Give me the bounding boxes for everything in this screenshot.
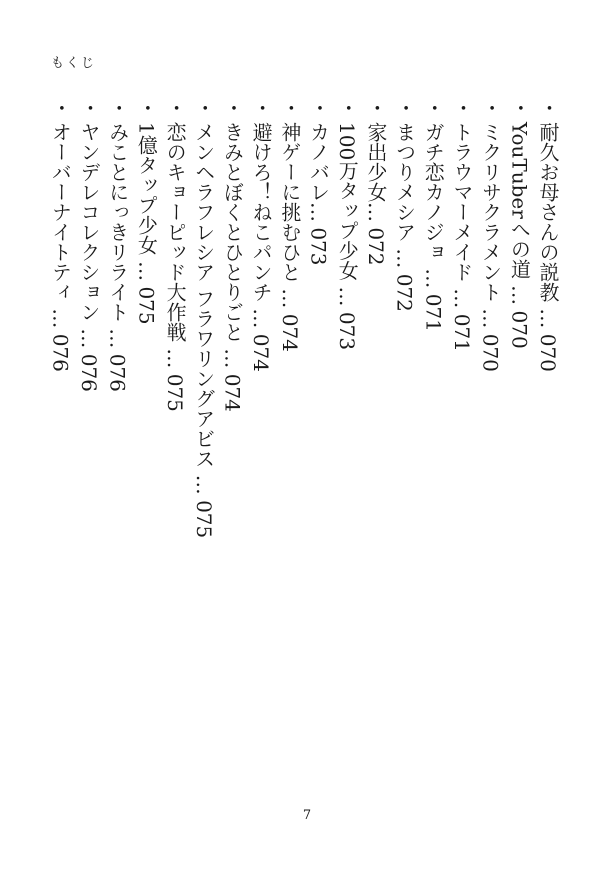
toc-entry-title: カノバレ (306, 122, 331, 202)
toc-leader: … (105, 328, 130, 348)
toc-leader: … (77, 328, 101, 348)
toc-entry-title: トラウマーメイド (449, 122, 474, 282)
toc-entry-page: 073 (335, 311, 360, 351)
toc-entry (74, 98, 103, 598)
toc-entry (476, 98, 505, 598)
page-number: 7 (302, 808, 312, 823)
toc-entry-page: 070 (536, 333, 560, 372)
toc-entry (390, 98, 419, 598)
toc-entry-page: 072 (363, 227, 388, 266)
toc-entry (160, 98, 189, 598)
toc-leader: … (306, 202, 331, 221)
toc-entry (505, 98, 534, 598)
bullet-mark: ・ (105, 98, 130, 118)
toc-entry-title: 神ゲーに挑むひと (277, 122, 302, 282)
toc-entry-page: 073 (306, 227, 331, 266)
toc-entry-page: 075 (191, 500, 216, 539)
toc-entry-title: 100万タップ少女 (335, 122, 360, 281)
bullet-mark: ・ (48, 98, 73, 118)
toc-entry-title: オーバーナイトティ (48, 122, 73, 302)
toc-entry-page: 076 (105, 353, 130, 392)
toc-leader: … (48, 308, 73, 328)
toc-leader: … (392, 248, 417, 268)
bullet-mark: ・ (277, 98, 302, 118)
toc-entry (132, 98, 161, 598)
toc-entry-title: 恋のキョーピッド大作戦 (163, 122, 188, 342)
bullet-mark: ・ (77, 98, 101, 118)
toc-entry (246, 98, 275, 598)
toc-entry-page: 074 (277, 313, 302, 352)
toc-leader: … (191, 474, 216, 494)
table-of-contents (46, 98, 562, 598)
toc-entry (275, 98, 304, 598)
toc-entry-title: ミクリサクラメント (478, 122, 503, 302)
bullet-mark: ・ (220, 98, 245, 118)
toc-leader: … (449, 288, 474, 308)
bullet-mark: ・ (478, 98, 503, 118)
toc-leader: … (478, 308, 503, 328)
toc-entry (304, 98, 333, 598)
toc-entry (333, 98, 362, 598)
toc-entry (189, 98, 218, 598)
toc-entry-title: ヤンデレコレクション (77, 122, 101, 322)
bullet-mark: ・ (507, 98, 532, 118)
bullet-mark: ・ (449, 98, 474, 118)
bullet-mark: ・ (163, 98, 188, 118)
bullet-mark: ・ (421, 98, 446, 118)
toc-leader: … (249, 308, 274, 328)
toc-entry-page: 071 (449, 313, 474, 352)
toc-entry-title: YouTuberへの道 (507, 122, 532, 279)
toc-entry-title: メンヘラフレシア フラワリングアビス (191, 122, 216, 469)
toc-entry-page: 074 (220, 373, 245, 412)
toc-leader: … (335, 286, 360, 306)
toc-entry-title: ガチ恋カノジョ (421, 122, 446, 262)
toc-entry-title: 1億タップ少女 (134, 122, 159, 255)
toc-leader: … (536, 308, 560, 328)
toc-entry-page: 075 (163, 373, 188, 412)
toc-entry-title: まつりメシア (392, 122, 417, 242)
bullet-mark: ・ (335, 98, 360, 118)
toc-entry (533, 98, 562, 598)
toc-entry-title: 避けろ！ねこパンチ (249, 122, 274, 302)
bullet-mark: ・ (191, 98, 216, 118)
toc-entry-page: 075 (134, 286, 159, 325)
toc-leader: … (163, 348, 188, 368)
bullet-mark: ・ (249, 98, 274, 118)
toc-entry-title: きみとぼくとひとりごと (220, 122, 245, 342)
toc-entry (218, 98, 247, 598)
toc-entry-page: 076 (48, 333, 73, 372)
toc-entry (361, 98, 390, 598)
toc-entry (103, 98, 132, 598)
toc-leader: … (277, 288, 302, 308)
toc-entry-title: みことにっきリライト (105, 122, 130, 322)
bullet-mark: ・ (306, 98, 331, 118)
toc-leader: … (134, 261, 159, 281)
page-title: もくじ (51, 56, 97, 71)
toc-leader: … (507, 285, 532, 305)
toc-entry-page: 071 (421, 293, 446, 332)
toc-entry (46, 98, 75, 598)
toc-entry-title: 家出少女 (363, 122, 388, 202)
bullet-mark: ・ (392, 98, 417, 118)
bullet-mark: ・ (134, 98, 159, 118)
toc-leader: … (220, 348, 245, 368)
toc-entry-title: 耐久お母さんの説教 (536, 122, 560, 302)
toc-entry-page: 070 (507, 310, 532, 349)
toc-entry-page: 070 (478, 333, 503, 372)
toc-entry-page: 076 (77, 353, 101, 392)
toc-entry-page: 072 (392, 273, 417, 312)
toc-entry (419, 98, 448, 598)
toc-leader: … (363, 202, 388, 221)
bullet-mark: ・ (363, 98, 388, 118)
bullet-mark: ・ (536, 98, 560, 118)
toc-entry-page: 074 (249, 333, 274, 372)
toc-leader: … (421, 268, 446, 288)
toc-entry (447, 98, 476, 598)
